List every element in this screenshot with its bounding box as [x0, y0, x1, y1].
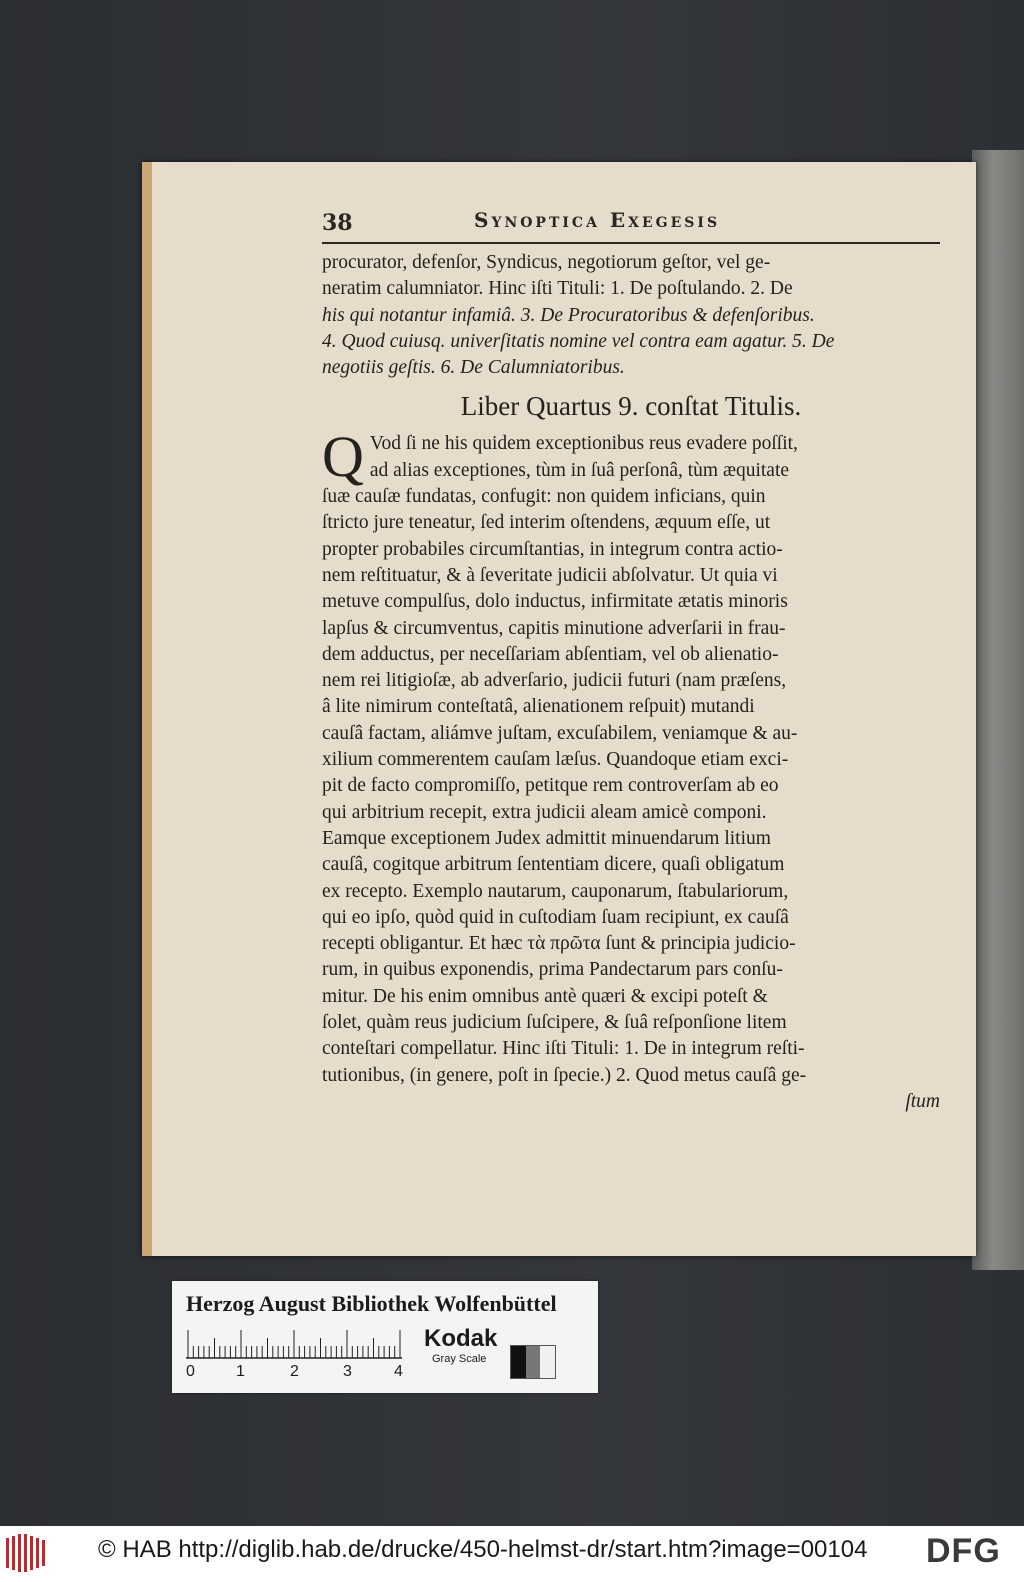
text-line: conteſtari compellatur. Hinc iſti Tituli: 1. De in integrum reſti- — [322, 1038, 805, 1060]
ruler-number: 2 — [290, 1363, 299, 1380]
ruler-number: 1 — [236, 1363, 245, 1380]
page-text-block — [322, 202, 940, 1115]
text-line: 4. Quod cuiusq. univerſitatis nomine vel contra eam agatur. 5. De — [322, 330, 835, 352]
text-line: procurator, defenſor, Syndicus, negotiorum geſtor, vel ge- — [322, 252, 771, 273]
text-line: metuve compulſus, dolo inductus, infirmitate ætatis minoris — [322, 591, 788, 613]
text-line: propter probabiles circumſtantias, in integrum contra actio- — [322, 538, 783, 560]
footer-bar — [0, 1526, 1024, 1582]
attribution-link[interactable]: © HAB http://diglib.hab.de/drucke/450-helmst-dr/start.htm?image=00104 — [98, 1536, 868, 1563]
text-line: neratim calumniator. Hinc iſti Tituli: 1. De poſtulando. 2. De — [322, 278, 793, 300]
text-line: qui eo ipſo, quòd quid in cuſtodiam ſuam recipiunt, ex cauſâ — [322, 906, 789, 928]
gray-scale-label: Gray Scale — [432, 1353, 487, 1365]
main-paragraph — [322, 424, 940, 1115]
text-line: mitur. De his enim omnibus antè quæri & excipi poteſt & — [322, 985, 768, 1007]
running-head-rule — [322, 242, 940, 244]
text-line: nem rei litigioſæ, ab adverſario, judicii futuri (nam præſens, — [322, 670, 787, 692]
text-line: ſolet, quàm reus judicium ſuſcipere, & ſuâ reſponſione litem — [322, 1012, 787, 1034]
catchword: ſtum — [905, 1090, 940, 1112]
text-line: nem reſtituatur, & à ſeveritate judicii abſolvatur. Ut quia vi — [322, 564, 778, 586]
body-text — [322, 250, 940, 1115]
section-heading: Liber Quartus 9. conſtat Titulis. — [460, 391, 802, 422]
text-line: rum, in quibus exponendis, prima Pandectarum pars conſu- — [322, 959, 783, 981]
dropcap: Q — [322, 424, 364, 490]
book-page — [142, 162, 976, 1256]
library-name: Herzog August Bibliothek Wolfenbüttel — [186, 1291, 557, 1316]
text-line: recepti obligantur. Et hæc τὰ πρῶτα ſunt & principia judicio- — [322, 933, 796, 955]
text-line: â lite nimirum conteſtatâ, alienationem reſpuit) mutandi — [322, 696, 755, 718]
color-calibration-card — [172, 1281, 598, 1393]
ruler-number: 3 — [343, 1363, 352, 1380]
text-line: pit de facto compromiſſo, petitque rem controverſam ab eo — [322, 775, 779, 797]
ruler-scale — [186, 1363, 416, 1383]
text-line: Vod ſi ne his quidem exceptionibus reus evadere poſſit, — [369, 433, 798, 455]
ruler-number: 4 — [394, 1363, 403, 1380]
gray-scale-patch — [510, 1345, 556, 1379]
text-line: cauſâ, cogitque arbitrum ſententiam dicere, quaſi obligatum — [322, 854, 785, 876]
text-line: negotiis geſtis. 6. De Calumniatoribus. — [322, 357, 625, 379]
running-head — [322, 202, 940, 236]
text-line: lapſus & circumventus, capitis minutione adverſarii in frau- — [322, 617, 786, 639]
text-line: ſtricto jure teneatur, ſed interim oſtendens, æquum eſſe, ut — [322, 512, 771, 534]
kodak-logo: Kodak — [424, 1325, 498, 1352]
text-line: Eamque exceptionem Judex admittit minuendarum litium — [322, 827, 771, 849]
ruler-icon — [186, 1329, 402, 1359]
facing-page-edge — [972, 150, 1024, 1270]
text-line: dem adductus, per neceſſariam abſentiam, vel ob alienatio- — [322, 643, 779, 665]
text-line: cauſâ factam, aliámve juſtam, excuſabilem, veniamque & au- — [322, 722, 798, 744]
page-number: 38 — [322, 210, 353, 236]
text-line: xilium commerentem cauſam læſus. Quandoque etiam exci- — [322, 749, 789, 771]
ruler-number: 0 — [186, 1363, 195, 1380]
text-line: qui arbitrium recepit, extra judicii aleam amicè componi. — [322, 801, 767, 823]
text-line: ad alias exceptiones, tùm in ſuâ perſonâ, tùm æquitate — [369, 459, 790, 481]
hab-logo-icon — [6, 1534, 46, 1572]
text-line: his qui notantur infamiâ. 3. De Procuratoribus & defenſoribus. — [322, 304, 815, 326]
running-head-title: Synoptica Exegesis — [474, 208, 721, 232]
paragraph-top — [322, 250, 940, 381]
text-line: tutionibus, (in genere, poſt in ſpecie.) 2. Quod metus cauſâ ge- — [322, 1064, 807, 1086]
dfg-logo: DFG — [926, 1532, 1001, 1570]
text-line: ſuæ cauſæ fundatas, confugit: non quidem inficians, quin — [322, 486, 766, 508]
text-line: ex recepto. Exemplo nautarum, cauponarum, ſtabulariorum, — [322, 880, 789, 902]
